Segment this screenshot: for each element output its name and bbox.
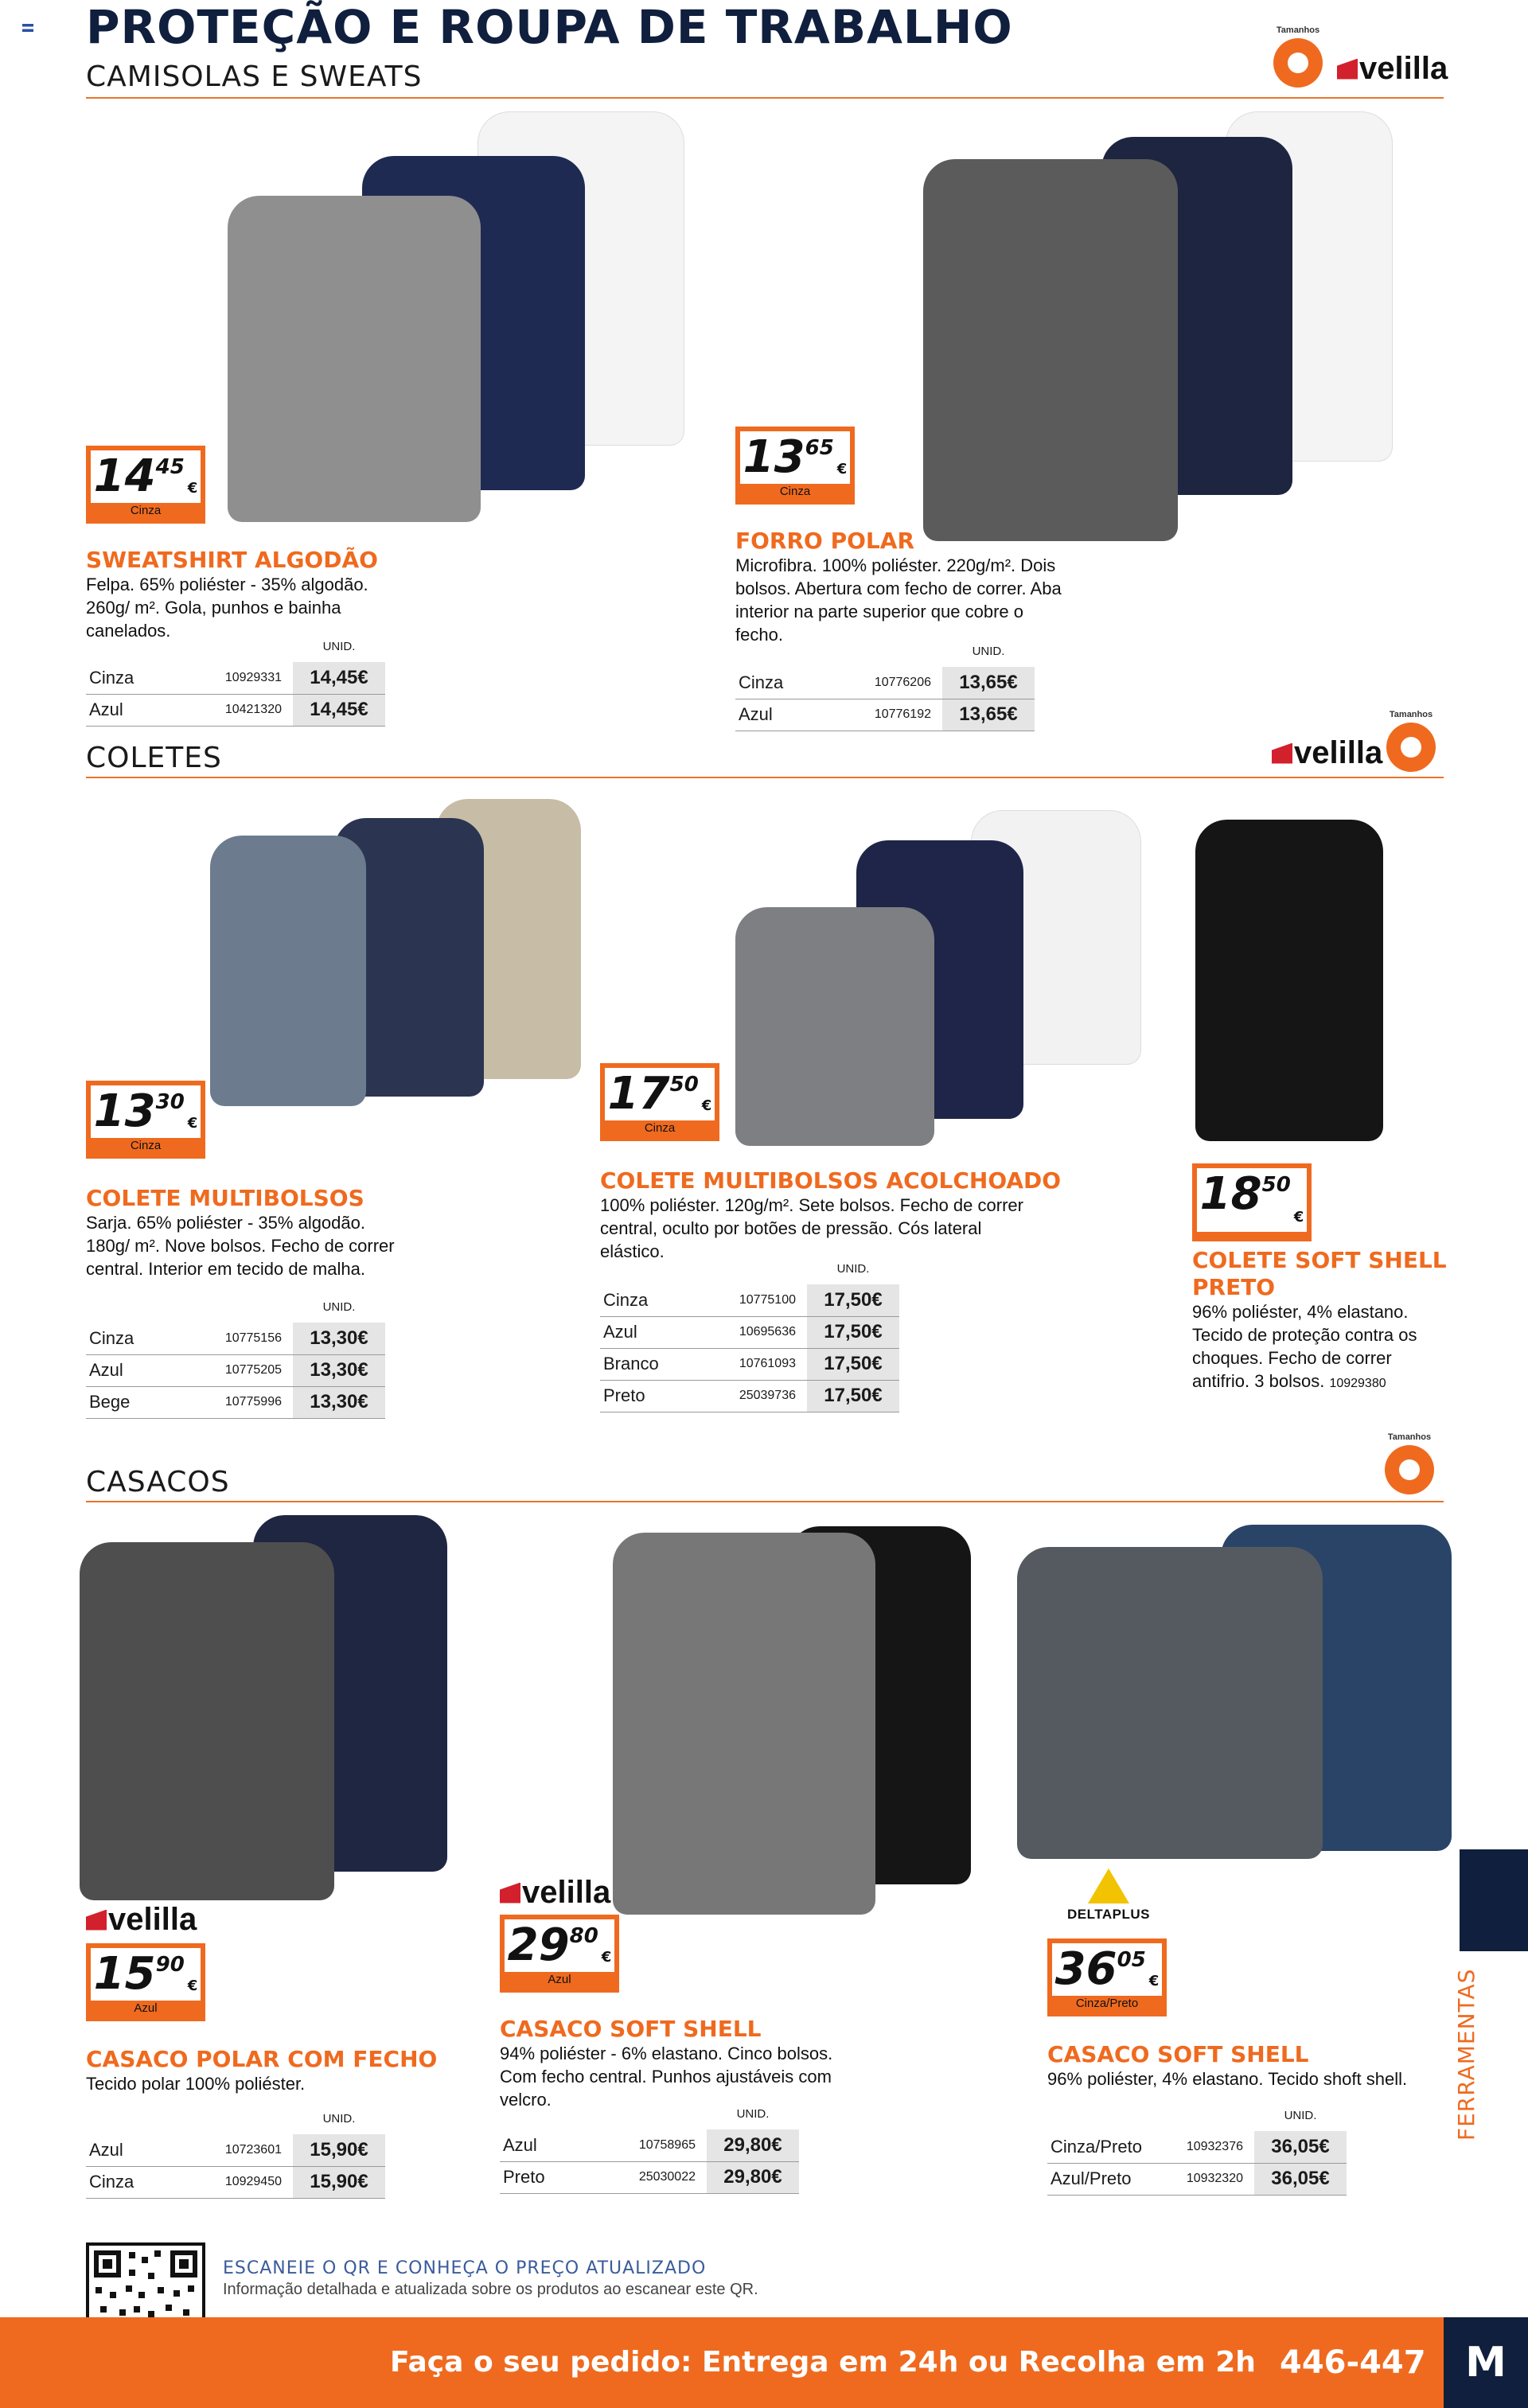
table-row: Azul 10421320 14,45€: [86, 694, 385, 726]
colete-soft-black-image: [1195, 820, 1383, 1141]
velilla-logo: velilla: [500, 1875, 610, 1911]
language-flag-icon[interactable]: [22, 24, 33, 32]
size-icon: [1386, 723, 1436, 772]
side-tab-label[interactable]: FERRAMENTAS: [1453, 1968, 1479, 2141]
forro-table: UNID. Cinza 10776206 13,65€ Azul 10776192 13,65€: [735, 635, 1035, 731]
size-badge: Tamanhos: [1385, 710, 1437, 777]
side-tab-block[interactable]: [1460, 1849, 1528, 1951]
colete-soft-desc: 96% poliéster, 4% elastano. Tecido de proteção contra os choques. Fecho de correr antifrio. 3 bolsos. 10929380: [1192, 1302, 1417, 1391]
velilla-logo: velilla: [1272, 735, 1382, 771]
table-row: Preto 25039736 17,50€: [600, 1380, 899, 1412]
table-row: Azul/Preto 10932320 36,05€: [1047, 2163, 1347, 2195]
casaco-soft2-grey-image: [1017, 1547, 1323, 1859]
casaco-polar-table: UNID. Azul 10723601 15,90€ Cinza 10929450 15,90€: [86, 2102, 385, 2199]
sweatshirt-name: SWEATSHIRT ALGODÃO: [86, 547, 378, 573]
sweatshirt-price-tag: 14 45 € Cinza: [86, 446, 205, 524]
table-row: Cinza 10776206 13,65€: [735, 667, 1035, 699]
sweatshirt-grey-image: [228, 196, 481, 522]
section-title-coletes: COLETES: [86, 742, 222, 774]
colete-multi-table: UNID. Cinza 10775156 13,30€ Azul 10775205 13,30€ Bege 10775996 13,30€: [86, 1291, 385, 1419]
colete-acolch-name: COLETE MULTIBOLSOS ACOLCHOADO: [600, 1167, 1062, 1194]
casaco-polar-desc: Tecido polar 100% poliéster.: [86, 2074, 306, 2094]
casaco-soft1-desc: 94% poliéster - 6% elastano. Cinco bolsos. Com fecho central. Punhos ajustáveis com velcro.: [500, 2044, 833, 2110]
velilla-mark-icon: [500, 1883, 520, 1903]
colete-soft-name-2: PRETO: [1192, 1274, 1276, 1300]
table-row: Cinza/Preto 10932376 36,05€: [1047, 2131, 1347, 2163]
table-row: Cinza 10775156 13,30€: [86, 1323, 385, 1354]
casaco-soft1-price-tag: 29 80 € Azul: [500, 1915, 619, 1993]
casaco-soft1-grey-image: [613, 1533, 875, 1915]
velilla-logo: velilla: [1337, 51, 1448, 87]
velilla-mark-icon: [1337, 59, 1358, 80]
table-row: Preto 25030022 29,80€: [500, 2161, 799, 2193]
table-row: Azul 10695636 17,50€: [600, 1316, 899, 1348]
colete-soft-name: COLETE SOFT SHELL: [1192, 1247, 1447, 1273]
section-divider: [86, 777, 1444, 778]
colete-acolch-price-tag: 17 50 € Cinza: [600, 1063, 719, 1141]
colete-acolch-desc: 100% poliéster. 120g/m². Sete bolsos. Fecho de correr central, oculto por botões de pressão. Cós lateral elástico.: [600, 1195, 1023, 1261]
colete-multi-name: COLETE MULTIBOLSOS: [86, 1185, 364, 1211]
forro-grey-image: [923, 159, 1178, 541]
table-row: Azul 10723601 15,90€: [86, 2134, 385, 2166]
table-row: Cinza 10929450 15,90€: [86, 2166, 385, 2198]
casaco-soft2-table: UNID. Cinza/Preto 10932376 36,05€ Azul/Preto 10932320 36,05€: [1047, 2099, 1347, 2196]
size-badge-label: Tamanhos: [1276, 25, 1320, 35]
sweatshirt-desc: Felpa. 65% poliéster - 35% algodão. 260g/ m². Gola, punhos e bainha canelados.: [86, 575, 368, 641]
colete-multi-desc: Sarja. 65% poliéster - 35% algodão. 180g/ m². Nove bolsos. Fecho de correr central. Interior em tecido de malha.: [86, 1213, 395, 1279]
table-row: Cinza 10775100 17,50€: [600, 1284, 899, 1316]
forro-price-tag: 13 65 € Cinza: [735, 427, 855, 505]
colete-soft-price-tag: 18 50 €: [1192, 1163, 1312, 1241]
table-row: Cinza 10929331 14,45€: [86, 662, 385, 694]
casaco-polar-grey-image: [80, 1542, 334, 1900]
table-row: Azul 10775205 13,30€: [86, 1354, 385, 1386]
section-divider: [86, 1501, 1444, 1502]
colete-acolch-table: UNID. Cinza 10775100 17,50€ Azul 10695636 17,50€ Branco 10761093 17,50€ Preto 25039736 17,50€: [600, 1253, 899, 1412]
size-badge: Tamanhos: [1383, 1432, 1436, 1499]
footer-text: Faça o seu pedido: Entrega em 24h ou Recolha em 2h: [390, 2346, 1256, 2379]
velilla-mark-icon: [86, 1910, 107, 1931]
qr-desc: Informação detalhada e atualizada sobre os produtos ao escanear este QR.: [223, 2281, 758, 2298]
section-title-casacos: CASACOS: [86, 1466, 230, 1498]
casaco-soft2-desc: 96% poliéster, 4% elastano. Tecido shoft shell.: [1047, 2069, 1408, 2089]
velilla-logo: velilla: [86, 1902, 197, 1938]
forro-name: FORRO POLAR: [735, 528, 914, 554]
deltaplus-triangle-icon: [1088, 1868, 1129, 1903]
table-row: Azul 10776192 13,65€: [735, 699, 1035, 731]
size-icon: [1385, 1445, 1434, 1494]
colete-grey-image: [210, 836, 366, 1106]
section-title-camisolas: CAMISOLAS E SWEATS: [86, 60, 423, 93]
page-title: PROTEÇÃO E ROUPA DE TRABALHO: [86, 0, 1013, 54]
casaco-polar-price-tag: 15 90 € Azul: [86, 1943, 205, 2021]
colete-multi-price-tag: 13 30 € Cinza: [86, 1081, 205, 1159]
table-row: Branco 10761093 17,50€: [600, 1348, 899, 1380]
deltaplus-logo: DELTAPLUS: [1049, 1868, 1168, 1923]
colete-acolch-grey-image: [735, 907, 934, 1146]
table-row: Azul 10758965 29,80€: [500, 2129, 799, 2161]
qr-title: ESCANEIE O QR E CONHEÇA O PREÇO ATUALIZADO: [223, 2258, 707, 2278]
brand-logo[interactable]: M: [1444, 2317, 1528, 2408]
velilla-mark-icon: [1272, 743, 1292, 764]
casaco-polar-name: CASACO POLAR COM FECHO: [86, 2046, 438, 2072]
casaco-soft2-name: CASACO SOFT SHELL: [1047, 2041, 1309, 2067]
forro-desc: Microfibra. 100% poliéster. 220g/m². Dois bolsos. Abertura com fecho de correr. Aba interior na parte superior que cobre o fecho.: [735, 555, 1062, 645]
casaco-soft1-name: CASACO SOFT SHELL: [500, 2016, 762, 2042]
casaco-soft2-price-tag: 36 05 € Cinza/Preto: [1047, 1938, 1167, 2016]
page-number: 446-447: [1280, 2344, 1426, 2381]
sweatshirt-table: UNID. Cinza 10929331 14,45€ Azul 10421320 14,45€: [86, 630, 385, 727]
casaco-soft1-table: UNID. Azul 10758965 29,80€ Preto 25030022 29,80€: [500, 2098, 799, 2194]
size-badge: [1272, 25, 1324, 92]
section-divider: [86, 97, 1444, 99]
table-row: Bege 10775996 13,30€: [86, 1386, 385, 1418]
size-icon: [1273, 38, 1323, 88]
